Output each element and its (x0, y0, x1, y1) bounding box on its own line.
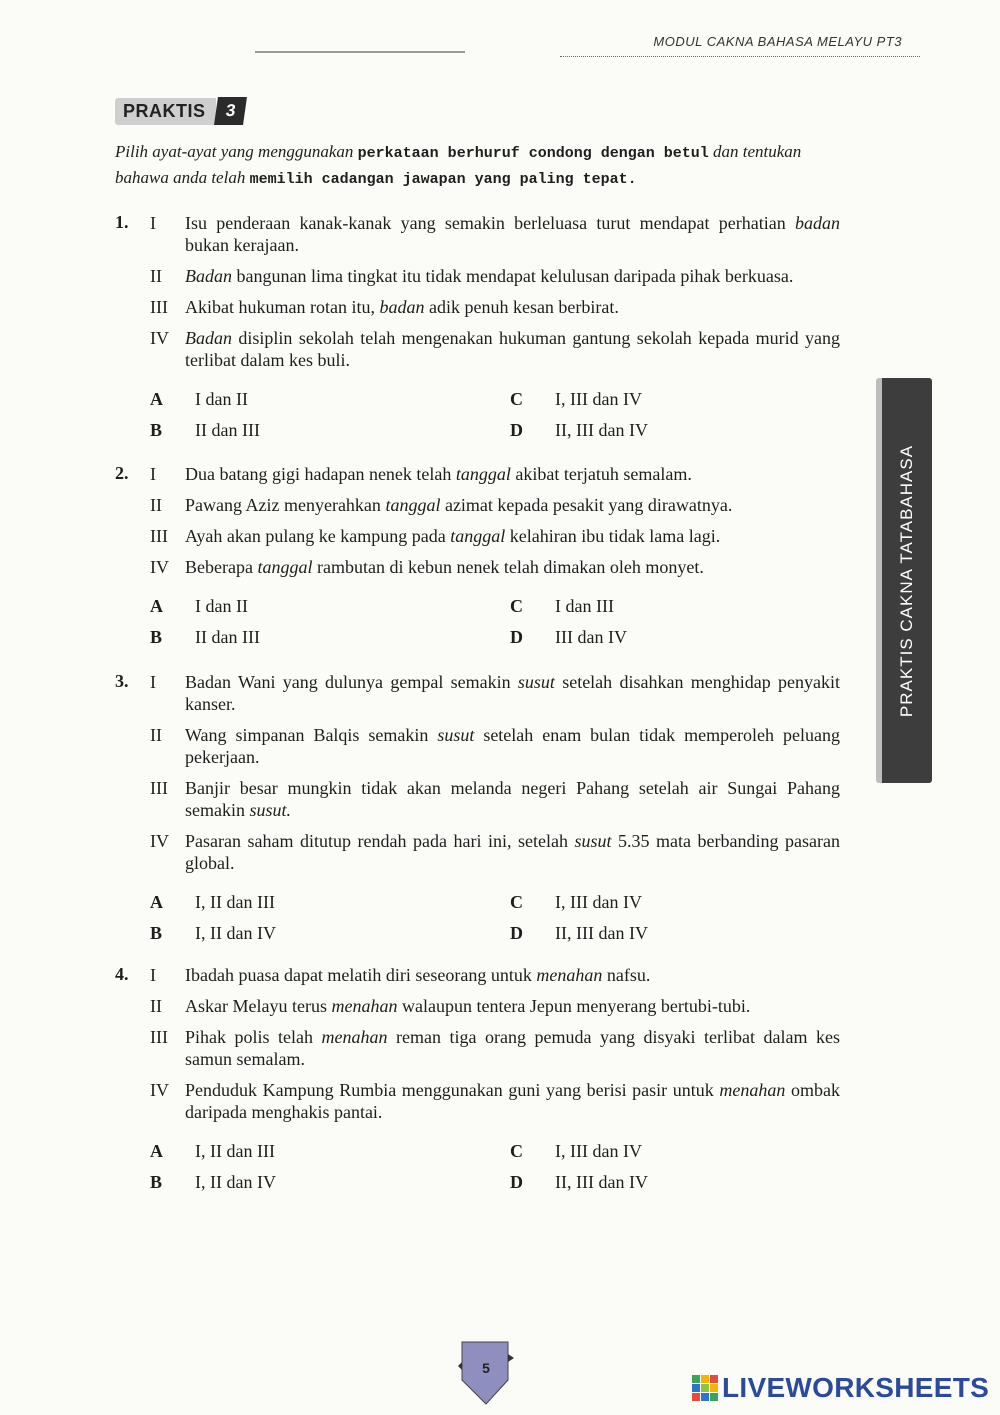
instructions-part1: Pilih ayat-ayat yang menggunakan (115, 142, 358, 161)
section-number: 3 (214, 97, 247, 125)
statement-text-after: setelah enam bulan tidak memperoleh peluang pekerjaan. (185, 725, 840, 767)
statement-roman: III (150, 526, 168, 546)
statement-text-after: nafsu. (602, 965, 651, 985)
statement-text-after: adik penuh kesan berbirat. (424, 297, 619, 317)
option-text: I, II dan IV (195, 923, 276, 943)
italic-word: badan (379, 297, 425, 317)
statement-iii (150, 296, 840, 318)
header-rule (255, 51, 465, 53)
option-c[interactable] (510, 1141, 642, 1162)
statement-roman: III (150, 1027, 168, 1047)
statement-ii (150, 995, 840, 1017)
statement-i (150, 463, 840, 485)
answer-options (150, 596, 710, 654)
option-text: I, II dan III (195, 1141, 275, 1161)
option-d[interactable] (510, 923, 648, 944)
statement-text-after: akibat terjatuh semalam. (510, 464, 692, 484)
statement-iii (150, 525, 840, 547)
option-a[interactable] (150, 892, 275, 913)
option-d[interactable] (510, 1172, 648, 1193)
option-text: II dan III (195, 627, 260, 647)
statement-text-after: reman tiga orang pemuda yang disyaki terlibat dalam kes samun semalam. (185, 1027, 840, 1069)
question-number: 4. (115, 964, 129, 984)
option-text: II dan III (195, 420, 260, 440)
option-a[interactable] (150, 1141, 275, 1162)
statement-roman: II (150, 495, 162, 515)
statement-roman: IV (150, 1080, 169, 1100)
option-b[interactable] (150, 923, 276, 944)
statement-text-before: Dua batang gigi hadapan nenek telah (185, 464, 456, 484)
module-title: MODUL CAKNA BAHASA MELAYU PT3 (653, 34, 902, 49)
statement-roman: I (150, 965, 156, 985)
statement-iv (150, 1079, 840, 1123)
watermark-text: LIVEWORKSHEETS (722, 1372, 990, 1403)
italic-word: susut (437, 725, 475, 745)
page-badge (458, 1340, 514, 1406)
statement-ii (150, 494, 840, 516)
option-letter: D (510, 1172, 523, 1192)
statement-text-after: setelah disahkan menghidap penyakit kanser. (185, 672, 840, 714)
side-tab (876, 378, 932, 783)
statement-text-after: bangunan lima tingkat itu tidak mendapat kelulusan daripada pihak berkuasa. (232, 266, 794, 286)
instructions-part2: perkataan berhuruf condong dengan betul (357, 145, 709, 162)
option-b[interactable] (150, 1172, 276, 1193)
statement-text-before: Badan Wani yang dulunya gempal semakin (185, 672, 518, 692)
option-text: I dan II (195, 596, 248, 616)
italic-word: badan (795, 213, 840, 233)
italic-word: susut (517, 672, 555, 692)
option-letter: A (150, 892, 163, 912)
option-c[interactable] (510, 892, 642, 913)
italic-word: menahan (719, 1080, 786, 1100)
option-text: I, III dan IV (555, 1141, 642, 1161)
option-c[interactable] (510, 596, 614, 617)
statement-roman: III (150, 778, 168, 798)
option-b[interactable] (150, 627, 260, 648)
italic-word: menahan (536, 965, 603, 985)
option-letter: C (510, 596, 523, 616)
statement-iv (150, 830, 840, 874)
option-d[interactable] (510, 420, 648, 441)
italic-word: Badan (185, 328, 232, 348)
statement-text-before: Askar Melayu terus (185, 996, 332, 1016)
option-text: I, III dan IV (555, 389, 642, 409)
answer-options (150, 1141, 710, 1199)
statement-text-after: ombak daripada menghakis pantai. (185, 1080, 840, 1122)
statement-i (150, 671, 840, 715)
statement-roman: IV (150, 328, 169, 348)
statement-text-after: azimat kepada pesakit yang dirawatnya. (440, 495, 733, 515)
question-number: 3. (115, 671, 129, 691)
italic-word: menahan (331, 996, 398, 1016)
statement-text-before: Beberapa (185, 557, 258, 577)
watermark-logo-icon (692, 1375, 718, 1401)
statement-text-after: disiplin sekolah telah mengenakan hukuman gantung sekolah kepada murid yang terlibat dalam kes buli. (185, 328, 840, 370)
option-letter: B (150, 1172, 163, 1192)
option-letter: C (510, 389, 523, 409)
statement-text-before: Pasaran saham ditutup rendah pada hari ini, setelah (185, 831, 575, 851)
statement-text-before: Wang simpanan Balqis semakin (185, 725, 438, 745)
statement-text-before: Banjir besar mungkin tidak akan melanda negeri Pahang setelah air Sungai Pahang semakin (185, 778, 840, 820)
page-number: 5 (482, 1360, 490, 1376)
answer-options (150, 892, 710, 950)
option-text: II, III dan IV (555, 420, 648, 440)
option-text: I, II dan IV (195, 1172, 276, 1192)
statement-text-before: Ayah akan pulang ke kampung pada (185, 526, 451, 546)
question-number: 1. (115, 212, 129, 232)
statement-text-after: rambutan di kebun nenek telah dimakan oleh monyet. (312, 557, 704, 577)
statement-roman: II (150, 996, 162, 1016)
option-text: I, III dan IV (555, 892, 642, 912)
italic-word: menahan (321, 1027, 388, 1047)
section-label: PRAKTIS (115, 98, 216, 125)
side-tab-label: PRAKTIS CAKNA TATABAHASA (897, 444, 916, 717)
italic-word: tanggal (450, 526, 506, 546)
question-1 (115, 212, 840, 447)
statement-text-after: bukan kerajaan. (185, 235, 299, 255)
option-letter: D (510, 627, 523, 647)
question-2 (115, 463, 840, 654)
option-letter: B (150, 420, 163, 440)
option-b[interactable] (150, 420, 260, 441)
statement-text-before: Pawang Aziz menyerahkan (185, 495, 386, 515)
question-number: 2. (115, 463, 129, 483)
statement-roman: II (150, 725, 162, 745)
italic-word: tanggal (385, 495, 441, 515)
statement-roman: I (150, 464, 156, 484)
italic-word: Badan (185, 266, 232, 286)
statement-roman: IV (150, 557, 169, 577)
option-text: II, III dan IV (555, 923, 648, 943)
statement-text-after: 5.35 mata berbanding pasaran global. (185, 831, 840, 873)
answer-options (150, 389, 710, 447)
statement-iii (150, 777, 840, 821)
question-4 (115, 964, 840, 1199)
statement-iv (150, 556, 840, 578)
italic-word: tanggal (455, 464, 511, 484)
option-c[interactable] (510, 389, 642, 410)
statement-roman: II (150, 266, 162, 286)
option-letter: B (150, 923, 163, 943)
watermark (692, 1372, 989, 1404)
option-letter: A (150, 596, 163, 616)
statement-iii (150, 1026, 840, 1070)
statement-iv (150, 327, 840, 371)
question-3 (115, 671, 840, 950)
option-text: I dan II (195, 389, 248, 409)
option-letter: A (150, 1141, 163, 1161)
statement-text-before: Pihak polis telah (185, 1027, 322, 1047)
italic-word: susut (574, 831, 612, 851)
statement-roman: I (150, 672, 156, 692)
statement-text-before: Akibat hukuman rotan itu, (185, 297, 380, 317)
statement-roman: III (150, 297, 168, 317)
option-letter: D (510, 923, 523, 943)
option-letter: B (150, 627, 163, 647)
option-letter: C (510, 892, 523, 912)
option-letter: C (510, 1141, 523, 1161)
italic-word: susut. (249, 800, 292, 820)
statement-i (150, 964, 840, 986)
option-d[interactable] (510, 627, 627, 648)
running-header (560, 30, 920, 57)
statement-text-after: walaupun tentera Jepun menyerang bertubi-tubi. (397, 996, 751, 1016)
option-text: I, II dan III (195, 892, 275, 912)
option-a[interactable] (150, 596, 248, 617)
statement-ii (150, 724, 840, 768)
section-heading (115, 96, 245, 126)
statement-text-after: kelahiran ibu tidak lama lagi. (505, 526, 721, 546)
instructions-part4: memilih cadangan jawapan yang paling tepat. (249, 171, 637, 188)
option-text: III dan IV (555, 627, 627, 647)
option-a[interactable] (150, 389, 248, 410)
statement-text-before: Ibadah puasa dapat melatih diri seseorang untuk (185, 965, 537, 985)
option-letter: A (150, 389, 163, 409)
instructions (115, 140, 855, 192)
option-text: II, III dan IV (555, 1172, 648, 1192)
instructions-part3: dan tentukan bahawa anda telah (115, 142, 802, 187)
statement-text-before: Penduduk Kampung Rumbia menggunakan guni yang berisi pasir untuk (185, 1080, 720, 1100)
statement-text-before: Isu penderaan kanak-kanak yang semakin berleluasa turut mendapat perhatian (185, 213, 795, 233)
option-letter: D (510, 420, 523, 440)
statement-ii (150, 265, 840, 287)
option-text: I dan III (555, 596, 614, 616)
statement-roman: I (150, 213, 156, 233)
italic-word: tanggal (257, 557, 313, 577)
statement-i (150, 212, 840, 256)
statement-roman: IV (150, 831, 169, 851)
